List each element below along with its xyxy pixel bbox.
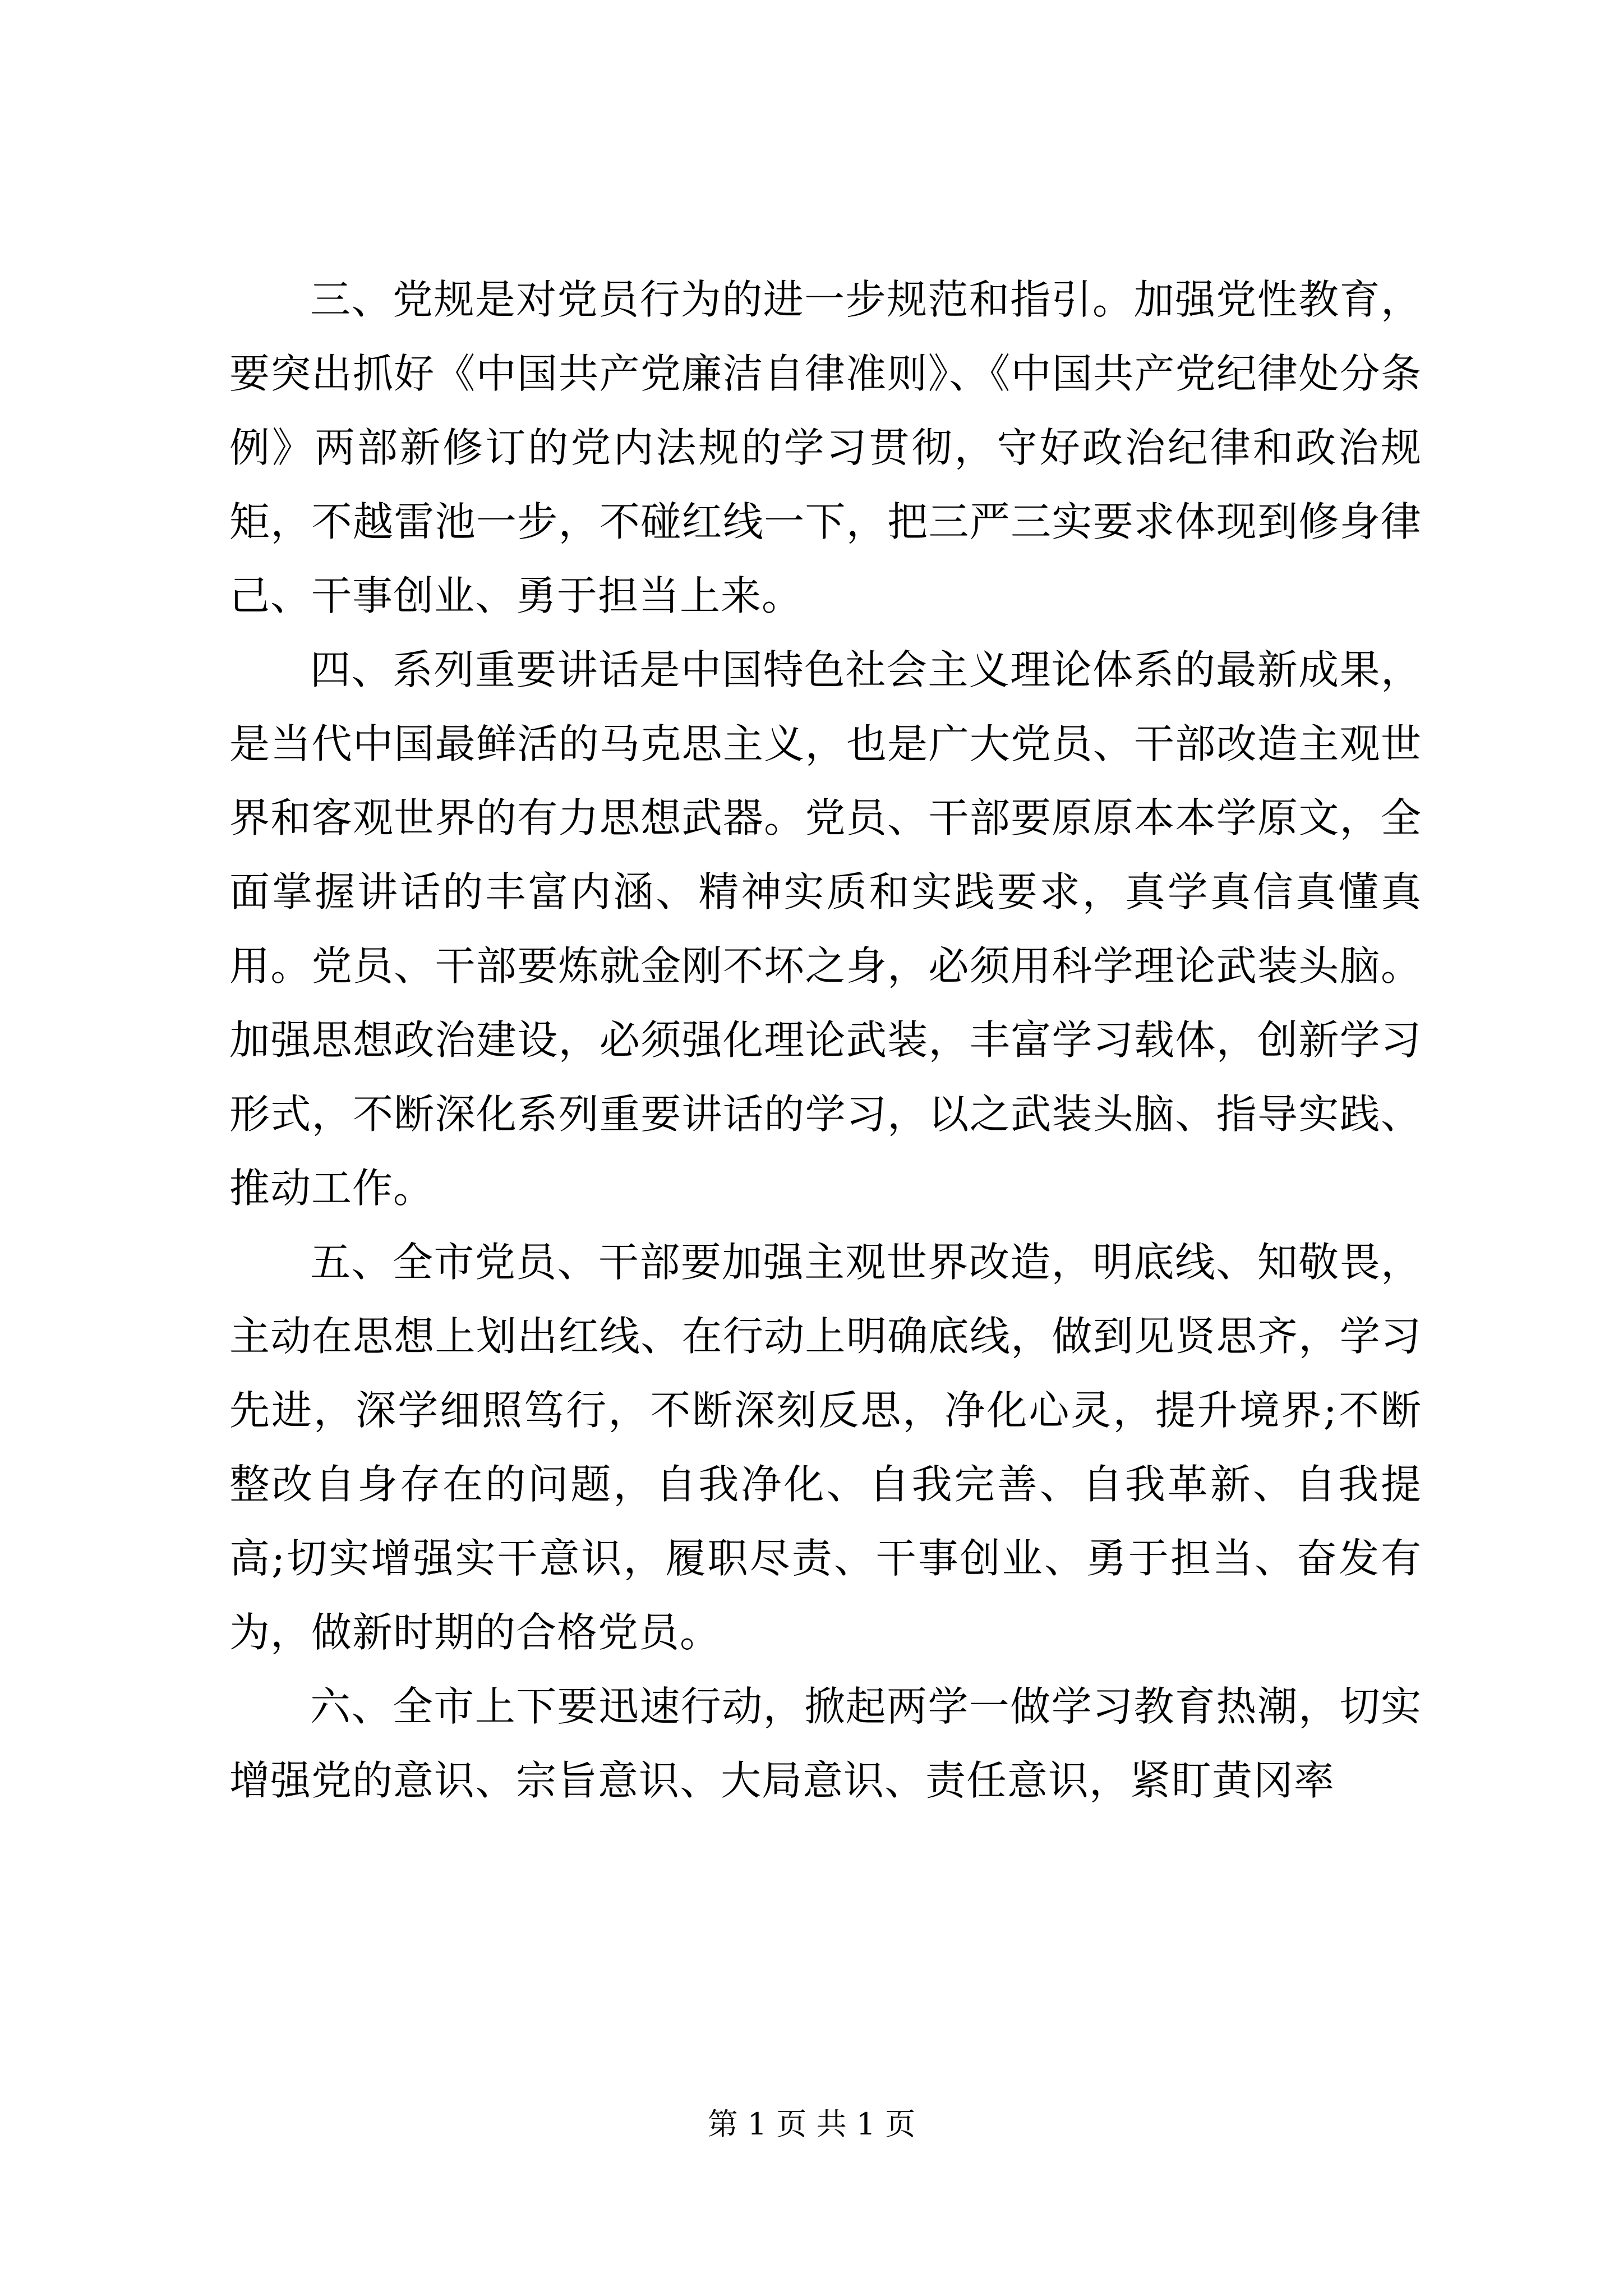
document-body	[229, 263, 1422, 1818]
paragraph-3: 三、党规是对党员行为的进一步规范和指引。加强党性教育，要突出抓好《中国共产党廉洁自律准则》、《中国共产党纪律处分条例》两部新修订的党内法规的学习贯彻，守好政治纪律和政治规矩，不越雷池一步，不碰红线一下，把三严三实要求体现到修身律己、干事创业、勇于担当上来。	[229, 276, 1422, 619]
paragraph-5: 五、全市党员、干部要加强主观世界改造，明底线、知敬畏，主动在思想上划出红线、在行动上明确底线，做到见贤思齐，学习先进，深学细照笃行，不断深刻反思，净化心灵，提升境界;不断整改自身存在的问题，自我净化、自我完善、自我革新、自我提高;切实增强实干意识，履职尽责、干事创业、勇于担当、奋发有为，做新时期的合格党员。	[229, 1239, 1422, 1656]
paragraph-4: 四、系列重要讲话是中国特色社会主义理论体系的最新成果，是当代中国最鲜活的马克思主义，也是广大党员、干部改造主观世界和客观世界的有力思想武器。党员、干部要原原本本学原文，全面掌握讲话的丰富内涵、精神实质和实践要求，真学真信真懂真用。党员、干部要炼就金刚不坏之身，必须用科学理论武装头脑。加强思想政治建设，必须强化理论武装，丰富学习载体，创新学习形式，不断深化系列重要讲话的学习，以之武装头脑、指导实践、推动工作。	[229, 646, 1422, 1212]
page-number-footer: 第 1 页 共 1 页	[707, 2106, 916, 2142]
paragraph-6: 六、全市上下要迅速行动，掀起两学一做学习教育热潮，切实增强党的意识、宗旨意识、大局意识、责任意识，紧盯黄冈率	[229, 1683, 1422, 1804]
